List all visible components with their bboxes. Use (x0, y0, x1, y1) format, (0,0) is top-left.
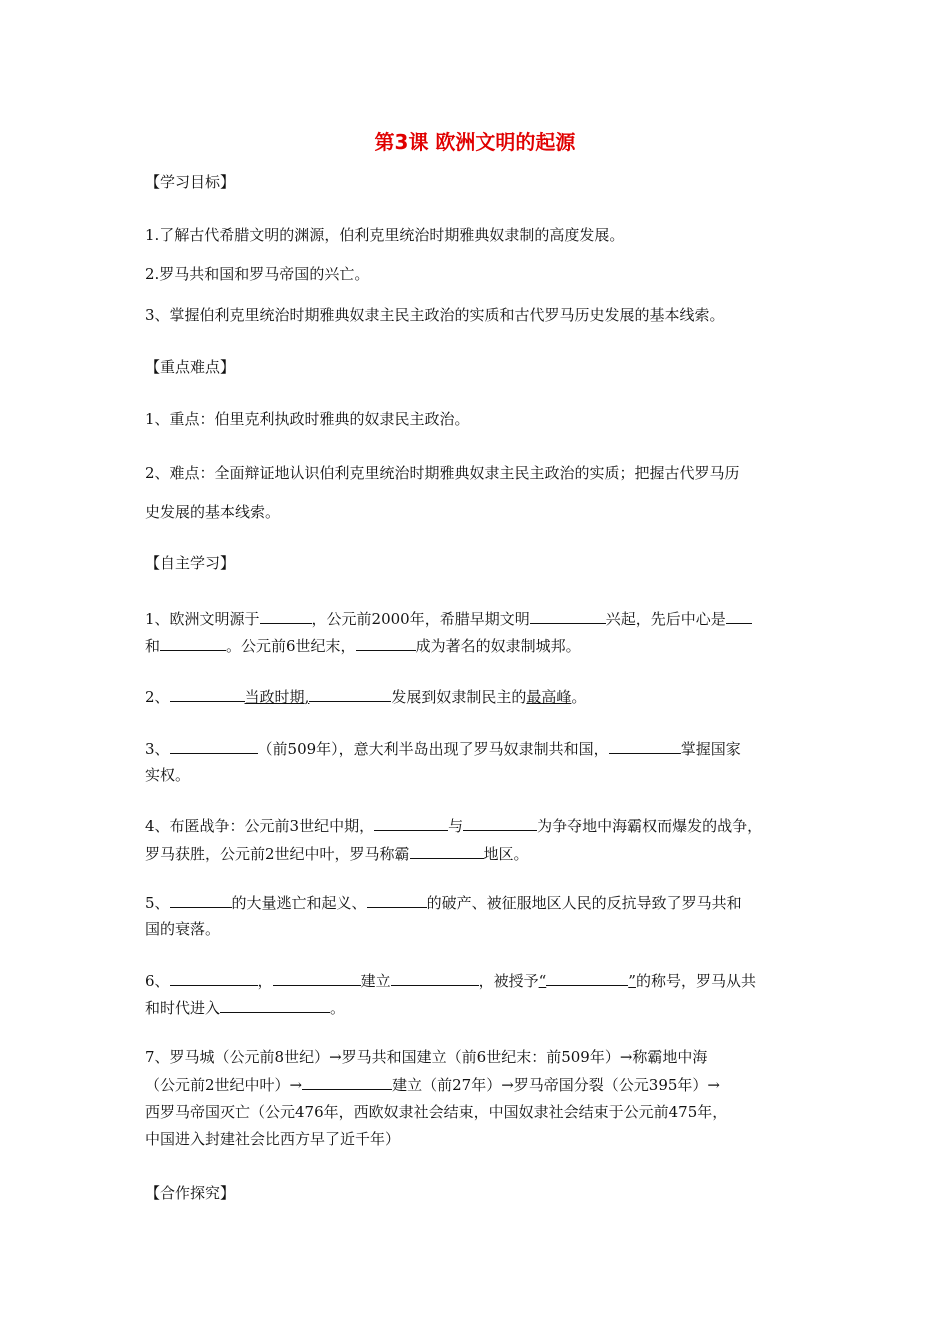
q1-text-d: 和 (145, 637, 161, 655)
q6-text-a: 6、 (145, 972, 170, 990)
question-3-line1 (145, 738, 741, 759)
q7-text-b: 建立（前27年）→罗马帝国分裂（公元395年）→ (392, 1076, 720, 1094)
objective-3: 3、掌握伯利克里统治时期雅典奴隶主民主政治的实质和古代罗马历史发展的基本线索。 (145, 306, 725, 324)
q1-blank-1[interactable] (260, 608, 312, 624)
q1-text-b: ，公元前2000年，希腊早期文明 (311, 610, 530, 628)
q5-blank-1[interactable] (170, 892, 232, 908)
q4-text-e: 地区。 (483, 845, 529, 863)
question-2 (145, 686, 586, 707)
q2-text-b: 当政时期 (244, 688, 305, 706)
q4-text-a: 4、布匿战争：公元前3世纪中期， (145, 817, 375, 835)
q1-text-f: 成为著名的奴隶制城邦。 (415, 637, 581, 655)
q3-text-b: （前509年），意大利半岛出现了罗马奴隶制共和国， (257, 740, 609, 758)
q7-blank-1[interactable] (302, 1074, 392, 1090)
q6-text-f: ” (628, 972, 636, 990)
question-7-line4: 中国进入封建社会比西方早了近千年） (145, 1130, 401, 1148)
section-heading-key-points: 【重点难点】 (145, 358, 236, 376)
q6-blank-2[interactable] (273, 970, 361, 986)
q6-text-c: 建立 (360, 972, 391, 990)
q3-blank-2[interactable] (609, 738, 681, 754)
q1-text-c: 兴起，先后中心是 (605, 610, 726, 628)
question-5-line2: 国的衰落。 (145, 920, 221, 938)
q6-text-i: 。 (330, 999, 346, 1017)
q6-blank-1[interactable] (170, 970, 258, 986)
q3-text-c: 掌握国家 (680, 740, 741, 758)
question-7-line1: 7、罗马城（公元前8世纪）→罗马共和国建立（前6世纪末：前509年）→称霸地中海 (145, 1048, 708, 1066)
q5-text-b: 的大量逃亡和起义、 (231, 894, 367, 912)
question-7-line3: 西罗马帝国灭亡（公元476年，西欧奴隶社会结束，中国奴隶社会结束于公元前475年， (145, 1103, 728, 1121)
section-heading-cooperation: 【合作探究】 (145, 1184, 236, 1202)
q4-text-d: 罗马获胜，公元前2世纪中叶，罗马称霸 (145, 845, 410, 863)
q4-blank-3[interactable] (410, 843, 484, 859)
q6-text-h: 和时代进入 (145, 999, 221, 1017)
objective-1: 1.了解古代希腊文明的渊源，伯利克里统治时期雅典奴隶制的高度发展。 (145, 226, 625, 244)
q4-text-c: 为争夺地中海霸权而爆发的战争， (537, 817, 763, 835)
key-point-difficulty-line2: 史发展的基本线索。 (145, 503, 281, 521)
question-4-line2 (145, 843, 529, 864)
q2-text-e: 最高峰 (526, 688, 572, 706)
section-heading-objectives: 【学习目标】 (145, 173, 236, 191)
question-6-line2 (145, 997, 345, 1018)
q6-blank-3[interactable] (391, 970, 479, 986)
q6-text-d: ，被授予 (478, 972, 539, 990)
key-point-focus: 1、重点：伯里克利执政时雅典的奴隶民主政治。 (145, 410, 470, 428)
section-heading-self-study: 【自主学习】 (145, 554, 236, 572)
question-6-line1 (145, 970, 756, 991)
q2-text-a: 2、 (145, 688, 170, 706)
q1-blank-3[interactable] (726, 608, 752, 624)
q7-text-a: （公元前2世纪中叶）→ (145, 1076, 303, 1094)
q1-blank-5[interactable] (356, 635, 416, 651)
key-point-difficulty-line1: 2、难点：全面辩证地认识伯利克里统治时期雅典奴隶主民主政治的实质；把握古代罗马历 (145, 464, 740, 482)
q1-text-a: 1、欧洲文明源于 (145, 610, 260, 628)
q6-blank-5[interactable] (220, 997, 330, 1013)
question-5-line1 (145, 892, 742, 913)
q2-text-d: 发展到奴隶制民主的 (391, 688, 527, 706)
question-1-line2 (145, 635, 581, 656)
q5-blank-2[interactable] (367, 892, 427, 908)
q1-blank-2[interactable] (530, 608, 606, 624)
q4-blank-2[interactable] (463, 815, 537, 831)
question-7-line2 (145, 1074, 720, 1095)
objective-2: 2.罗马共和国和罗马帝国的兴亡。 (145, 265, 370, 283)
q5-text-a: 5、 (145, 894, 170, 912)
q3-text-a: 3、 (145, 740, 170, 758)
page-title: 第3课 欧洲文明的起源 (374, 130, 576, 154)
q2-blank-2[interactable] (309, 686, 391, 702)
q4-blank-1[interactable] (374, 815, 448, 831)
q4-text-b: 与 (448, 817, 464, 835)
q6-text-b: ， (257, 972, 273, 990)
q1-text-e: 。公元前6世纪末， (226, 637, 356, 655)
q3-blank-1[interactable] (170, 738, 258, 754)
q1-blank-4[interactable] (160, 635, 226, 651)
q2-text-f: 。 (571, 688, 587, 706)
q2-blank-1[interactable] (170, 686, 245, 702)
q6-text-g: 的称号，罗马从共 (635, 972, 756, 990)
q6-text-e: “ (538, 972, 547, 990)
q2-text-c: , (304, 688, 310, 706)
question-4-line1 (145, 815, 762, 836)
q6-blank-4[interactable] (546, 970, 628, 986)
question-3-line2: 实权。 (145, 766, 191, 784)
question-1-line1 (145, 608, 752, 629)
q5-text-c: 的破产、被征服地区人民的反抗导致了罗马共和 (426, 894, 742, 912)
